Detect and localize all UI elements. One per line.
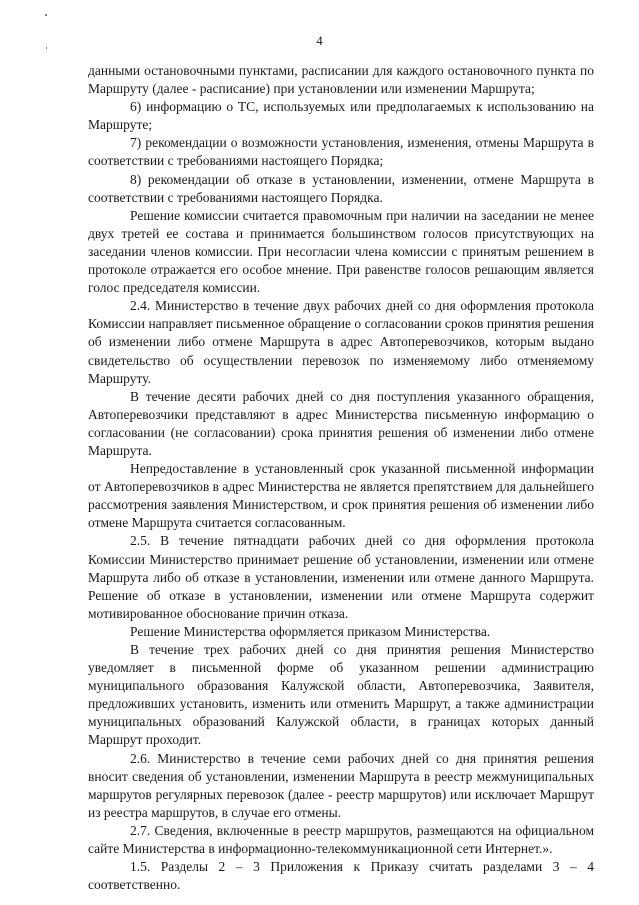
paragraph-commission-quorum: Решение комиссии считается правомочным при наличии на заседании не менее двух третей ее состава и принимается большинством голосов присутствующих на заседании членов комиссии. При несогласии члена комиссии с принятым решением в протоколе отражается его особое мнение. При равенстве голосов решающим является голос председателя комиссии. xyxy=(88,207,594,296)
list-item-7: 7) рекомендации о возможности установления, изменения, отмены Маршрута в соответствии с требованиями настоящего Порядка; xyxy=(88,135,594,169)
paragraph-carrier-response: В течение десяти рабочих дней со дня поступления указанного обращения, Автоперевозчики представляют в адрес Министерства письменную информацию о согласовании (не согласовании) срока принятия решения об изменении либо отмене Маршрута. xyxy=(88,388,594,458)
section-2-7: 2.7. Сведения, включенные в реестр маршрутов, размещаются на официальном сайте Министерства в информационно-телекоммуникационной сети Интернет.». xyxy=(88,822,594,857)
paragraph-order-decision: Решение Министерства оформляется приказом Министерства. xyxy=(130,623,491,639)
paragraph-non-provision: Непредоставление в установленный срок указанной письменной информации от Автоперевозчиков в адрес Министерства не является препятствием для дальнейшего рассмотрения заявления Министерством, и срок принятия решения об изменении либо отмене Маршрута считается согласованным. xyxy=(88,461,594,531)
section-1-5: 1.5. Разделы 2 – 3 Приложения к Приказу считать разделами 3 – 4 соответственно. xyxy=(88,859,594,893)
document-body xyxy=(88,62,594,894)
section-2-6: 2.6. Министерство в течение семи рабочих дней со дня принятия решения вносит сведения об установлении, изменении Маршрута в реестр межмуниципальных маршрутов регулярных перевозок (далее - реестр маршрутов) или исключает Маршрут из реестра маршрутов, в случае его отмены. xyxy=(88,750,594,820)
scan-speck xyxy=(45,14,47,16)
section-2-5: 2.5. В течение пятнадцати рабочих дней со дня оформления протокола Комиссии Министерство принимает решение об установлении, изменении или отмене Маршрута либо об отказе в установлении, изменении или отмене данного Маршрута. Решение об отказе в установлении, изменении или отмене Маршрута содержит мотивированное обоснование причин отказа. xyxy=(88,533,594,621)
list-item-6: 6) информацию о ТС, используемых или предполагаемых к использованию на Маршруте; xyxy=(88,99,594,133)
section-2-4: 2.4. Министерство в течение двух рабочих дней со дня оформления протокола Комиссии направляет письменное обращение о согласовании сроков принятия решения об изменении либо отмене Маршрута в адрес Автоперевозчиков, которым выдано свидетельство об осуществлении перевозок по изменяемому либо отменяемому Маршруту. xyxy=(88,298,594,386)
paragraph-notification: В течение трех рабочих дней со дня принятия решения Министерство уведомляет в письменной форме об указанном решении администрацию муниципального образования Калужской области, Автоперевозчика, Заявителя, предложивших установить, изменить или отменить Маршрут, а также администрации муниципальных образований Калужской области, в границах которых данный Маршрут проходит. xyxy=(88,642,594,748)
page-number: 4 xyxy=(316,33,323,48)
list-item-8: 8) рекомендации об отказе в установлении, изменении, отмене Маршрута в соответствии с требованиями настоящего Порядка. xyxy=(88,171,594,205)
paragraph-continuation: данными остановочными пунктами, расписании для каждого остановочного пункта по Маршруту (далее - расписание) при установлении или изменении Маршрута; xyxy=(88,63,594,97)
